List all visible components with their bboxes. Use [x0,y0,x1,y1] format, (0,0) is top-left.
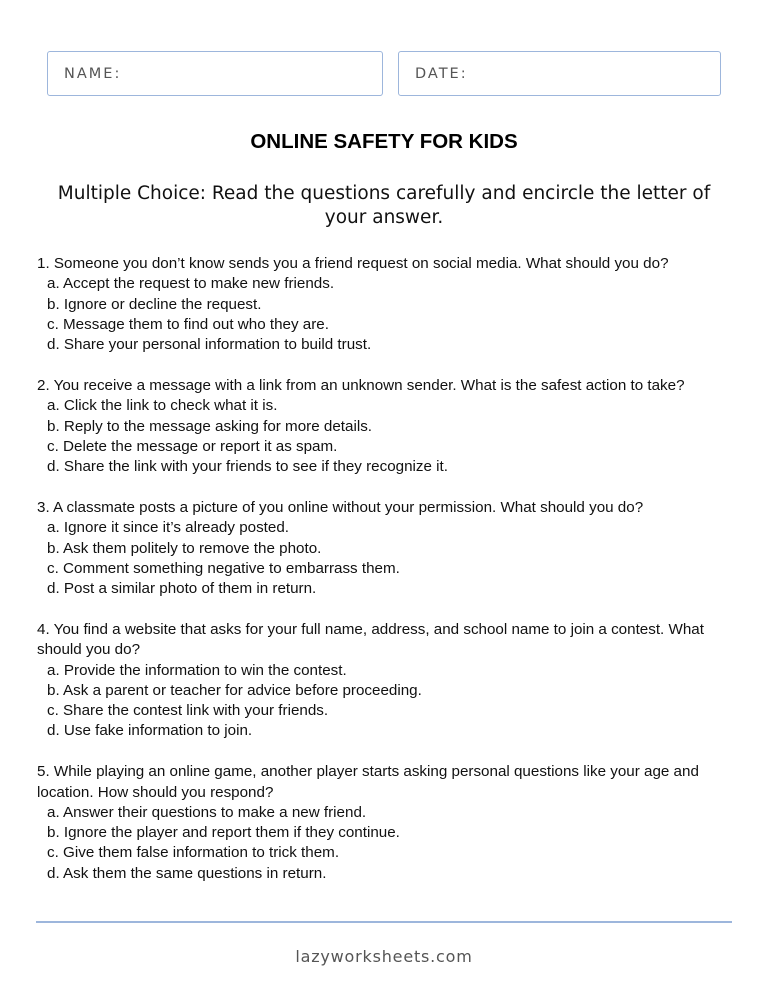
question-text: 2. You receive a message with a link from an unknown sender. What is the safest action to take? [37,376,685,394]
date-field[interactable] [398,51,721,96]
option-d[interactable]: d. Post a similar photo of them in return. [47,580,317,598]
option-c[interactable]: c. Give them false information to trick them. [47,844,340,862]
option-c[interactable]: c. Share the contest link with your friends. [47,702,329,720]
option-d[interactable]: d. Share your personal information to build trust. [47,336,372,354]
option-a[interactable]: a. Provide the information to win the contest. [47,661,347,679]
option-a[interactable]: a. Click the link to check what it is. [47,397,278,415]
question-4 [37,620,737,742]
option-c[interactable]: c. Message them to find out who they are. [47,315,329,333]
worksheet-title: ONLINE SAFETY FOR KIDS [250,130,518,153]
option-a[interactable]: a. Ignore it since it’s already posted. [47,519,290,537]
question-text: 5. While playing an online game, another player starts asking personal questions like your age and location. How should you respond? [37,763,699,801]
option-a[interactable]: a. Answer their questions to make a new friend. [47,803,367,821]
option-b[interactable]: b. Ignore or decline the request. [47,295,262,313]
option-a[interactable]: a. Accept the request to make new friends. [47,275,335,293]
question-text: 3. A classmate posts a picture of you online without your permission. What should you do? [37,498,644,516]
question-list [37,254,737,905]
option-b[interactable]: b. Reply to the message asking for more details. [47,417,373,435]
question-2 [37,376,737,477]
name-label: NAME: [64,66,122,82]
option-d[interactable]: d. Use fake information to join. [47,722,253,740]
question-5 [37,762,737,884]
question-text: 1. Someone you don’t know sends you a friend request on social media. What should you do? [37,255,669,272]
option-d[interactable]: d. Ask them the same questions in return. [47,864,327,882]
footer-divider [36,921,732,923]
question-1 [37,254,737,355]
option-b[interactable]: b. Ask a parent or teacher for advice before proceeding. [47,681,422,699]
name-field[interactable] [47,51,383,96]
question-text: 4. You find a website that asks for your full name, address, and school name to join a contest. What should you do? [37,620,704,659]
option-d[interactable]: d. Share the link with your friends to see if they recognize it. [47,458,448,476]
instructions: Multiple Choice: Read the questions carefully and encircle the letter of your answer. [57,183,711,228]
option-c[interactable]: c. Comment something negative to embarrass them. [47,559,400,577]
question-3 [37,498,737,599]
option-c[interactable]: c. Delete the message or report it as spam. [47,437,338,455]
option-b[interactable]: b. Ask them politely to remove the photo. [47,539,322,557]
date-label: DATE: [415,66,468,82]
option-b[interactable]: b. Ignore the player and report them if they continue. [47,824,400,842]
footer-site: lazyworksheets.com [295,947,473,966]
